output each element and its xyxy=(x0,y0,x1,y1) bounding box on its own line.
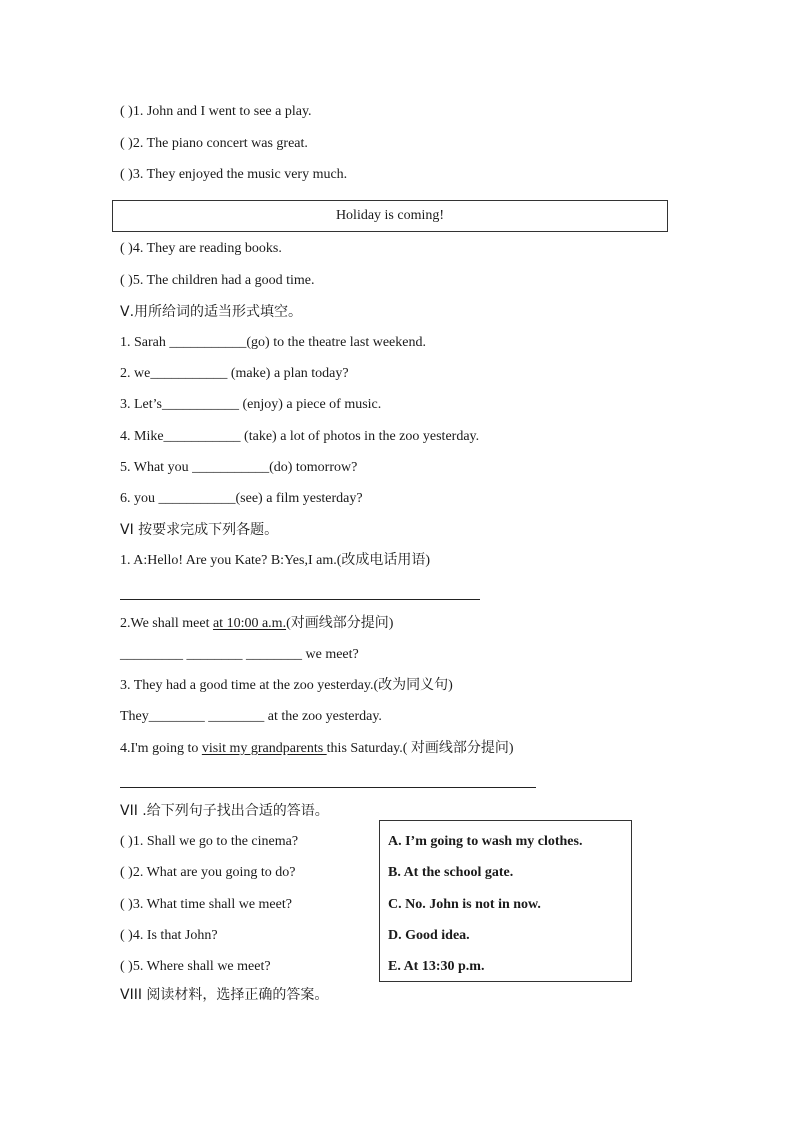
mid-item-4: ( )4. They are reading books. xyxy=(120,241,282,256)
answer-option-a: A. I’m going to wash my clothes. xyxy=(388,834,583,849)
section6-q2-underlined: at 10:00 a.m. xyxy=(212,616,287,631)
top-item-2: ( )2. The piano concert was great. xyxy=(120,136,308,151)
top-item-1: ( )1. John and I went to see a play. xyxy=(120,104,312,119)
section5-item-1: 1. Sarah ___________(go) to the theatre last weekend. xyxy=(120,335,426,350)
section6-q1: 1. A:Hello! Are you Kate? B:Yes,I am.(改成电话用语) xyxy=(120,553,431,568)
section6-q4-after: this Saturday.( 对画线部分提问) xyxy=(326,741,514,756)
section5-item-2: 2. we___________ (make) a plan today? xyxy=(120,366,349,381)
section7-question-1: ( )1. Shall we go to the cinema? xyxy=(120,834,299,849)
holiday-box xyxy=(112,200,668,232)
section7-title: VII .给下列句子找出合适的答语。 xyxy=(120,803,329,819)
section6-q4-underlined: visit my grandparents xyxy=(201,741,327,756)
section6-q4-before: 4.I'm going to xyxy=(120,741,202,756)
answers-box xyxy=(379,820,632,982)
section6-q2-before: 2.We shall meet xyxy=(120,616,213,631)
section5-item-4: 4. Mike___________ (take) a lot of photos in the zoo yesterday. xyxy=(120,429,480,444)
section6-q2-answer: _________ ________ ________ we meet? xyxy=(120,647,359,662)
section7-question-5: ( )5. Where shall we meet? xyxy=(120,959,271,974)
section5-item-3: 3. Let’s___________ (enjoy) a piece of music. xyxy=(120,397,382,412)
answer-line-2 xyxy=(120,787,536,788)
top-item-3: ( )3. They enjoyed the music very much. xyxy=(120,167,348,182)
section5-title: Ⅴ.用所给词的适当形式填空。 xyxy=(120,304,303,320)
section6-q2 xyxy=(120,615,393,633)
answer-option-b: B. At the school gate. xyxy=(388,865,514,880)
holiday-box-text: Holiday is coming! xyxy=(335,208,445,223)
section6-title: VI 按要求完成下列各题。 xyxy=(120,522,279,538)
section6-q4 xyxy=(120,740,514,758)
answer-option-d: D. Good idea. xyxy=(388,928,470,943)
mid-item-5: ( )5. The children had a good time. xyxy=(120,273,315,288)
section6-q2-after: (对画线部分提问) xyxy=(286,616,394,631)
answer-line-1 xyxy=(120,599,480,600)
section5-item-6: 6. you ___________(see) a film yesterday? xyxy=(120,491,363,506)
section7-question-3: ( )3. What time shall we meet? xyxy=(120,897,292,912)
section6-q3-answer: They________ ________ at the zoo yesterday. xyxy=(120,709,382,724)
section7-question-2: ( )2. What are you going to do? xyxy=(120,865,296,880)
section6-q3: 3. They had a good time at the zoo yesterday.(改为同义句) xyxy=(120,678,453,693)
section7-question-4: ( )4. Is that John? xyxy=(120,928,218,943)
answer-option-e: E. At 13:30 p.m. xyxy=(388,959,485,974)
section8-title: VIII 阅读材料，选择正确的答案。 xyxy=(120,987,329,1003)
answer-option-c: C. No. John is not in now. xyxy=(388,897,541,912)
section5-item-5: 5. What you ___________(do) tomorrow? xyxy=(120,460,358,475)
